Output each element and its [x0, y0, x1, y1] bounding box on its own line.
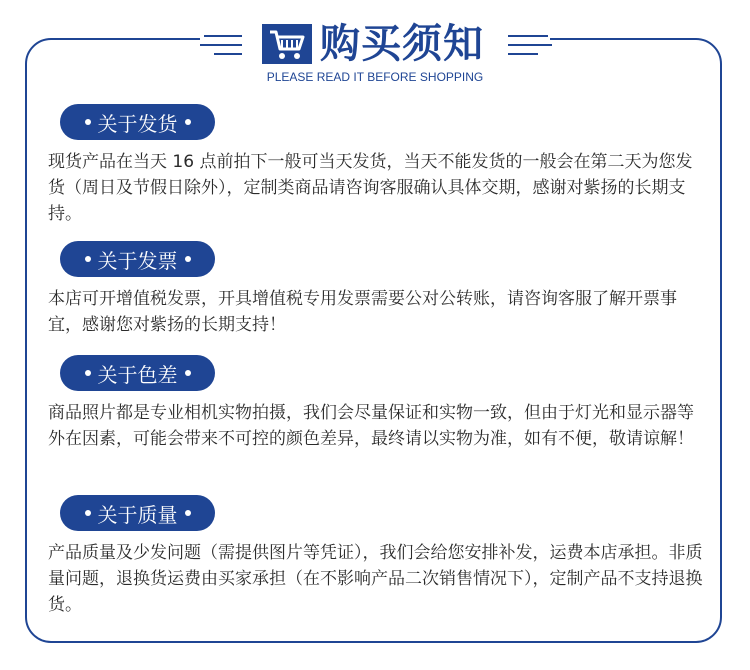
- section-heading-badge: [60, 241, 215, 277]
- bullet-dot: [85, 370, 91, 376]
- section-text: 商品照片都是专业相机实物拍摄，我们会尽量保证和实物一致，但由于灯光和显示器等外在因素，可能会带来不可控的颜色差异，最终请以实物为准，如有不便，敬请谅解！: [48, 403, 694, 449]
- page-title: 购买须知: [320, 21, 484, 67]
- decorative-lines-right: [506, 35, 562, 65]
- decorative-lines-left: [200, 35, 256, 65]
- section-heading-badge: [60, 495, 215, 531]
- page-subtitle: PLEASE READ IT BEFORE SHOPPING: [266, 70, 484, 84]
- bullet-dot: [185, 256, 191, 262]
- section-heading: 关于质量: [97, 502, 178, 527]
- header: [0, 0, 750, 92]
- bullet-dot: [85, 256, 91, 262]
- shopping-cart-icon: [262, 24, 312, 64]
- section-text: 产品质量及少发问题（需提供图片等凭证），我们会给您安排补发，运费本店承担。非质量问题，退换货运费由买家承担（在不影响产品二次销售情况下），定制产品不支持退换货。: [48, 543, 703, 615]
- section-heading: 关于发票: [97, 248, 178, 273]
- bullet-dot: [85, 119, 91, 125]
- bullet-dot: [185, 510, 191, 516]
- section-heading: 关于色差: [97, 362, 178, 387]
- section-heading-badge: [60, 104, 215, 140]
- section-text: 现货产品在当天 16 点前拍下一般可当天发货，当天不能发货的一般会在第二天为您发货（周日及节假日除外），定制类商品请咨询客服确认具体交期，感谢对紫扬的长期支持。: [48, 152, 693, 224]
- section-text: 本店可开增值税发票，开具增值税专用发票需要公对公转账，请咨询客服了解开票事宜，感谢您对紫扬的长期支持！: [48, 289, 677, 335]
- section-heading: 关于发货: [97, 111, 178, 136]
- bullet-dot: [185, 119, 191, 125]
- section-heading-badge: [60, 355, 215, 391]
- bullet-dot: [185, 370, 191, 376]
- bullet-dot: [85, 510, 91, 516]
